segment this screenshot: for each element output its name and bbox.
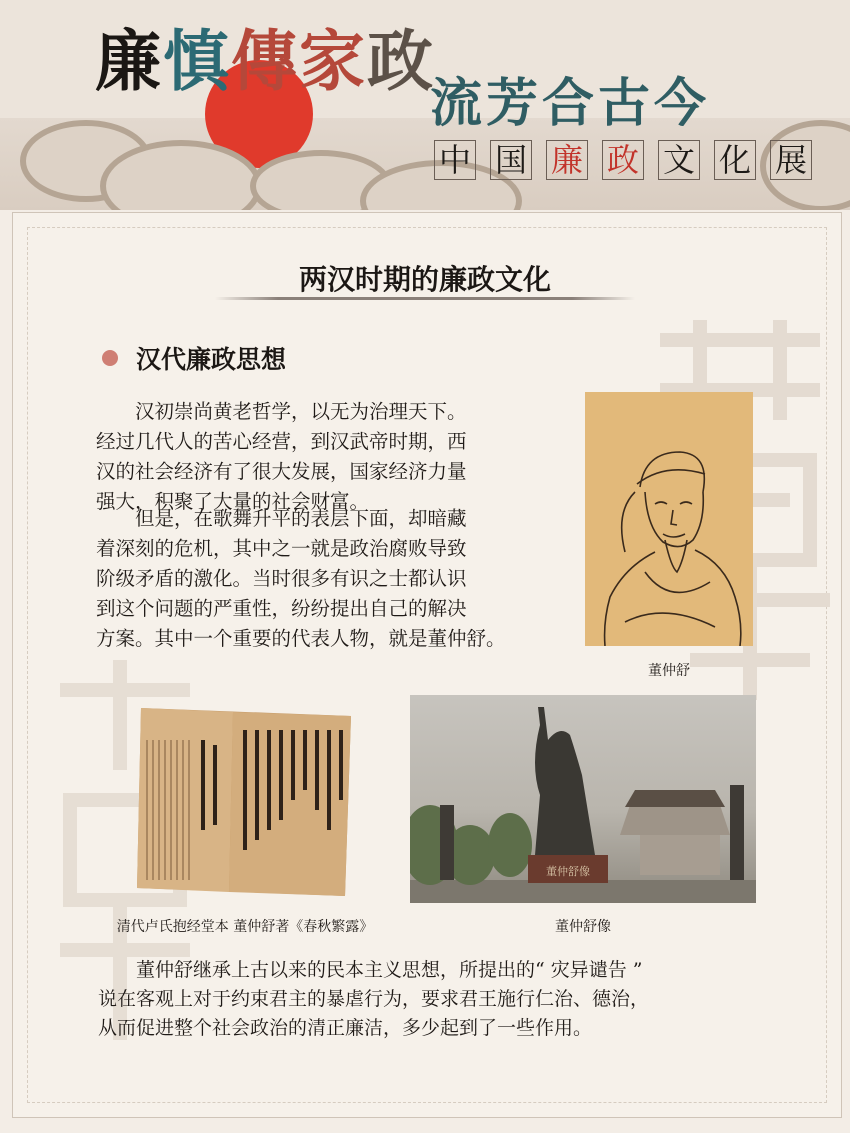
exhibition-title — [95, 22, 435, 100]
book-drawing — [133, 700, 358, 900]
portrait-caption: 董仲舒 — [648, 663, 690, 679]
portrait-image — [585, 392, 753, 646]
text-line: 强大，积聚了大量的社会财富。 — [96, 490, 370, 513]
text-line: 汉初崇尚黄老哲学，以无为治理天下。 — [135, 400, 467, 423]
statue-image — [410, 695, 756, 903]
subheading-text: 汉代廉政思想 — [136, 345, 287, 374]
paragraph-2 — [96, 504, 558, 654]
expo-char: 展 — [770, 140, 812, 180]
text-line: 董仲舒继承上古以来的民本主义思想，所提出的“ 灾异谴告 ” — [136, 959, 643, 981]
text-line: 说在客观上对于约束君主的暴虐行为，要求君王施行仁治、德治， — [98, 988, 650, 1010]
text-line: 到这个问题的严重性，纷纷提出自己的解决 — [96, 597, 467, 620]
paragraph-1 — [96, 397, 558, 517]
text-line: 但是，在歌舞升平的表层下面，却暗藏 — [135, 507, 467, 530]
expo-char: 中 — [434, 140, 476, 180]
expo-char: 国 — [490, 140, 532, 180]
header-banner — [0, 0, 850, 210]
statue-scene — [410, 695, 756, 903]
title-char: 傳 — [231, 22, 299, 100]
title-char: 政 — [367, 22, 435, 100]
text-line: 着深刻的危机，其中之一就是政治腐败导致 — [96, 537, 467, 560]
expo-char: 文 — [658, 140, 700, 180]
text-line: 阶级矛盾的激化。当时很多有识之士都认识 — [96, 567, 467, 590]
title-char: 家 — [299, 22, 367, 100]
text-line: 从而促进整个社会政治的清正廉洁，多少起到了一些作用。 — [98, 1017, 593, 1039]
text-line: 汉的社会经济有了很大发展，国家经济力量 — [96, 460, 467, 483]
statue-caption: 董仲舒像 — [555, 919, 611, 935]
section-title: 两汉时期的廉政文化 — [298, 263, 551, 296]
exhibition-subtitle: 流芳合古今 — [430, 73, 711, 134]
statue-plaque: 董仲舒像 — [546, 865, 590, 878]
portrait-drawing — [585, 392, 753, 646]
expo-char: 廉 — [546, 140, 588, 180]
title-char: 廉 — [95, 22, 163, 100]
exhibition-name — [434, 140, 812, 180]
book-caption: 清代卢氏抱经堂本 董仲舒著《春秋繁露》 — [116, 919, 374, 935]
expo-char: 政 — [602, 140, 644, 180]
paragraph-3 — [98, 956, 778, 1043]
text-line: 经过几代人的苦心经营，到汉武帝时期，西 — [96, 430, 467, 453]
title-char: 慎 — [163, 22, 231, 100]
subheading — [102, 340, 286, 376]
bullet-dot — [102, 350, 118, 366]
text-line: 方案。其中一个重要的代表人物，就是董仲舒。 — [96, 627, 506, 650]
title-divider — [215, 297, 635, 300]
book-image — [133, 700, 358, 900]
expo-char: 化 — [714, 140, 756, 180]
